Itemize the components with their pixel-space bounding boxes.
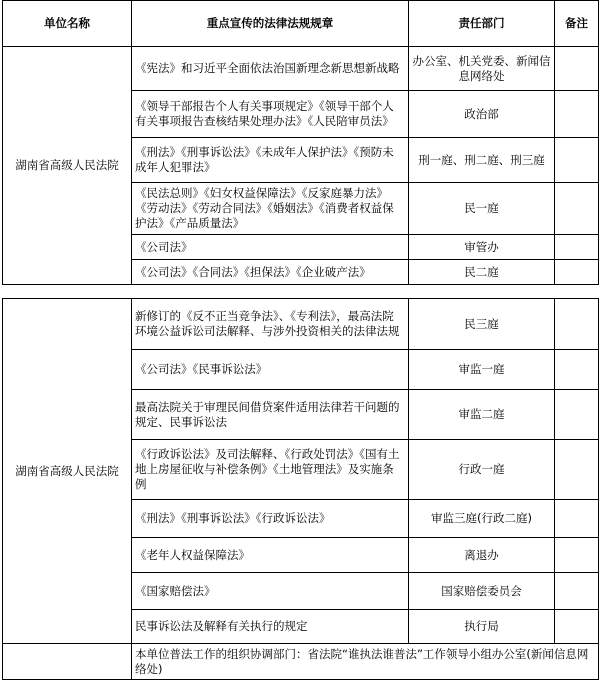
dept-cell: 民三庭 (409, 299, 555, 350)
table-row (3, 47, 599, 91)
note-cell (555, 500, 599, 538)
header-dept: 责任部门 (409, 1, 555, 47)
table-gap (0, 285, 600, 298)
note-cell (555, 235, 599, 260)
laws-cell: 《宪法》和习近平全面依法治国新理念新思想新战略 (132, 47, 409, 91)
dept-cell: 民二庭 (409, 260, 555, 285)
header-unit: 单位名称 (3, 1, 132, 47)
note-cell (555, 183, 599, 235)
note-cell (555, 610, 599, 644)
laws-cell: 《刑法》《刑事诉讼法》《未成年人保护法》《预防未成年人犯罪法》 (132, 138, 409, 183)
laws-cell: 《领导干部报告个人有关事项规定》《领导干部个人有关事项报告查核结果处理办法》《人民陪审员法》 (132, 91, 409, 138)
dept-cell: 政治部 (409, 91, 555, 138)
note-cell (555, 440, 599, 500)
laws-cell: 《行政诉讼法》及司法解释、《行政处罚法》《国有土地上房屋征收与补偿条例》《土地管理法》及实施条例 (132, 440, 409, 500)
header-row (3, 1, 599, 47)
law-table-1 (2, 0, 599, 285)
note-cell (555, 538, 599, 573)
dept-cell: 办公室、机关党委、新闻信息网络处 (409, 47, 555, 91)
table-row (3, 299, 599, 350)
dept-cell: 刑一庭、刑二庭、刑三庭 (409, 138, 555, 183)
footer-empty-cell (3, 644, 132, 680)
law-table-2 (2, 298, 599, 680)
dept-cell: 行政一庭 (409, 440, 555, 500)
header-note: 备注 (555, 1, 599, 47)
dept-cell: 国家赔偿委员会 (409, 573, 555, 610)
header-laws: 重点宣传的法律法规规章 (132, 1, 409, 47)
laws-cell: 《公司法》《合同法》《担保法》《企业破产法》 (132, 260, 409, 285)
laws-cell: 《民法总则》《妇女权益保障法》《反家庭暴力法》《劳动法》《劳动合同法》《婚姻法》《消费者权益保护法》《产品质量法》 (132, 183, 409, 235)
note-cell (555, 260, 599, 285)
laws-cell: 最高法院关于审理民间借贷案件适用法律若干问题的规定、民事诉讼法 (132, 390, 409, 440)
laws-cell: 《公司法》 (132, 235, 409, 260)
dept-cell: 审监二庭 (409, 390, 555, 440)
note-cell (555, 350, 599, 390)
note-cell (555, 573, 599, 610)
note-cell (555, 299, 599, 350)
note-cell (555, 91, 599, 138)
laws-cell: 《刑法》《刑事诉讼法》《行政诉讼法》 (132, 500, 409, 538)
note-cell (555, 138, 599, 183)
note-cell (555, 390, 599, 440)
dept-cell: 审监一庭 (409, 350, 555, 390)
footer-note: 本单位普法工作的组织协调部门：省法院“谁执法谁普法”工作领导小组办公室(新闻信息网络处) (132, 644, 599, 680)
unit-name-cell: 湖南省高级人民法院 (3, 47, 132, 285)
laws-cell: 新修订的《反不正当竞争法》、《专利法》，最高法院环境公益诉讼司法解释、与涉外投资相关的法律法规 (132, 299, 409, 350)
footer-row (3, 644, 599, 680)
laws-cell: 《国家赔偿法》 (132, 573, 409, 610)
dept-cell: 审监三庭(行政二庭) (409, 500, 555, 538)
dept-cell: 审管办 (409, 235, 555, 260)
laws-cell: 《老年人权益保障法》 (132, 538, 409, 573)
dept-cell: 执行局 (409, 610, 555, 644)
dept-cell: 民一庭 (409, 183, 555, 235)
laws-cell: 《公司法》《民事诉讼法》 (132, 350, 409, 390)
unit-name-cell: 湖南省高级人民法院 (3, 299, 132, 644)
laws-cell: 民事诉讼法及解释有关执行的规定 (132, 610, 409, 644)
note-cell (555, 47, 599, 91)
dept-cell: 离退办 (409, 538, 555, 573)
